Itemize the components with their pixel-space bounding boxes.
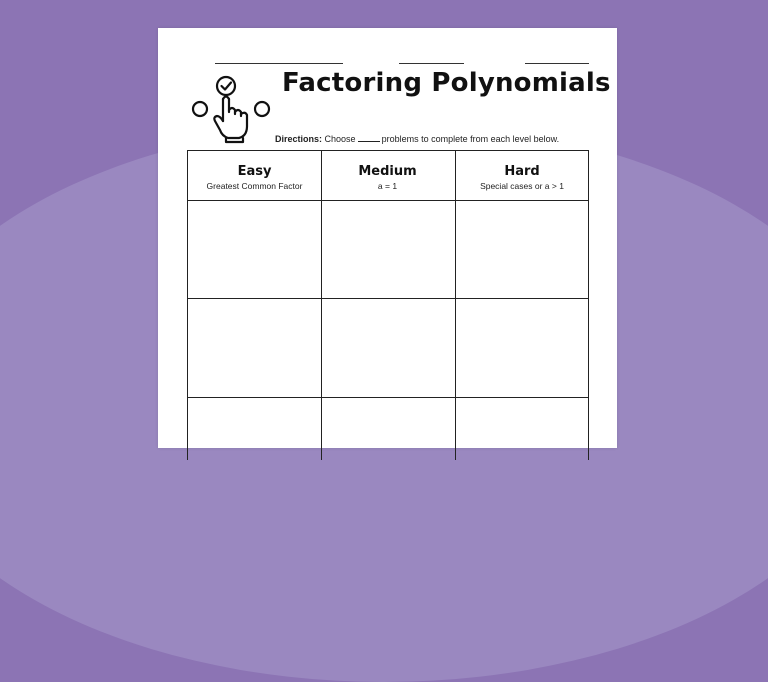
directions-label: Directions:: [275, 134, 323, 144]
directions-text-before: Choose: [324, 134, 356, 144]
worksheet-title: Factoring Polynomials: [282, 68, 611, 98]
column-subtitle: Greatest Common Factor: [206, 181, 303, 191]
problem-grid: [187, 150, 589, 460]
worksheet-page: [158, 28, 617, 448]
directions-text-after: problems to complete from each level below.: [381, 134, 560, 144]
column-header-hard: [455, 151, 589, 200]
grid-row-divider: [188, 397, 588, 398]
name-blank-line: [215, 63, 343, 64]
period-blank-line: [525, 63, 589, 64]
date-blank-line: [399, 63, 464, 64]
directions-text: [275, 133, 559, 144]
column-title: Medium: [358, 164, 417, 179]
column-header-easy: [188, 151, 321, 200]
grid-row-divider: [188, 298, 588, 299]
column-title: Easy: [237, 164, 272, 179]
column-subtitle: a = 1: [377, 181, 398, 191]
directions-blank: [358, 133, 380, 142]
column-title: Hard: [504, 164, 540, 179]
pointing-hand-check-icon: [190, 74, 272, 144]
column-subtitle: Special cases or a > 1: [480, 181, 564, 191]
grid-row-divider: [188, 200, 588, 201]
column-header-medium: [321, 151, 454, 200]
